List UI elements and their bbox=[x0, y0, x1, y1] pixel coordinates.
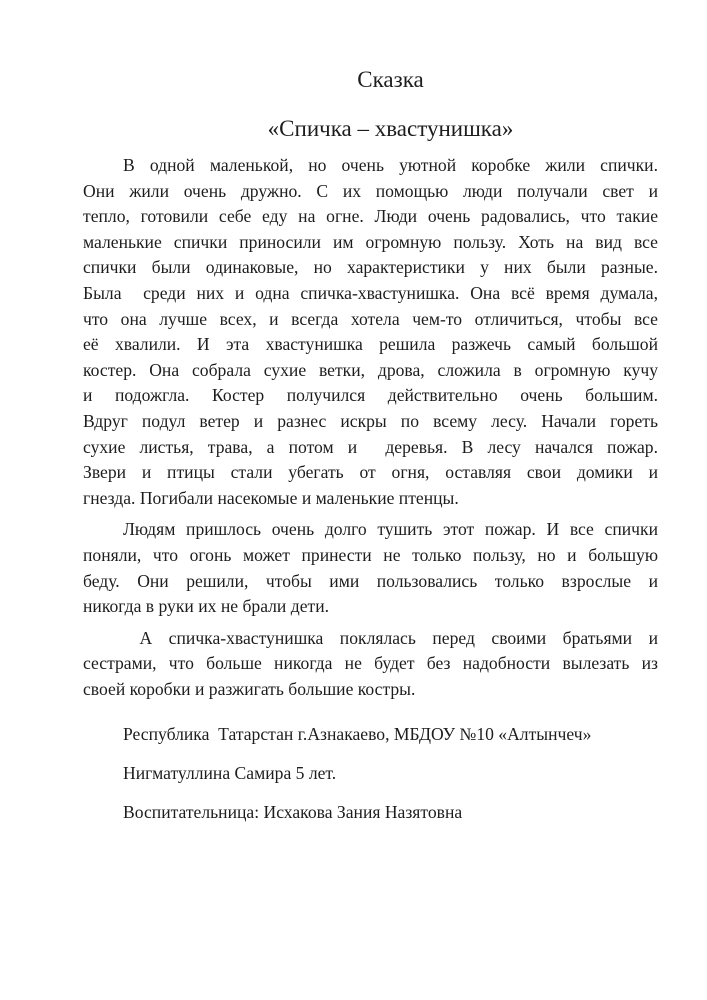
credit-line: Республика Татарстан г.Азнакаево, МБДОУ №10 «Алтынчеч» bbox=[123, 724, 592, 745]
credit-line: Нигматуллина Самира 5 лет. bbox=[123, 763, 337, 784]
story-paragraph bbox=[83, 153, 658, 511]
story-line: костер. Она собрала сухие ветки, дрова, сложила в огромную кучу bbox=[83, 359, 658, 380]
story-line: её хвалили. И эта хвастунишка решила разжечь самый большой bbox=[83, 334, 658, 355]
story-line: спички были одинаковые, но характеристики у них были разные. bbox=[83, 257, 658, 278]
story-line: гнезда. Погибали насекомые и маленькие птенцы. bbox=[83, 487, 459, 508]
story-line: Людям пришлось очень долго тушить этот пожар. И все спички bbox=[123, 519, 658, 540]
story-line: и подожгла. Костер получился действительно очень большим. bbox=[83, 385, 658, 406]
story-subtitle: «Спичка – хвастунишка» bbox=[267, 116, 514, 141]
story-line: В одной маленькой, но очень уютной коробке жили спички. bbox=[123, 155, 658, 175]
story-line: беду. Они решили, чтобы ими пользовались только взрослые и bbox=[83, 570, 658, 591]
story-line: никогда в руки их не брали дети. bbox=[83, 596, 330, 617]
story-title: Сказка bbox=[357, 67, 424, 92]
story-paragraph bbox=[83, 517, 658, 619]
story-line: маленькие спички приносили им огромную пользу. Хоть на вид все bbox=[83, 231, 658, 252]
story-line: своей коробки и разжигать большие костры. bbox=[83, 678, 416, 699]
credits-block bbox=[83, 722, 658, 825]
story-body bbox=[83, 153, 658, 702]
story-line: тепло, готовили себе еду на огне. Люди очень радовались, что такие bbox=[83, 206, 658, 227]
story-line: Была среди них и одна спичка-хвастунишка. Она всё время думала, bbox=[83, 282, 658, 303]
story-line: Звери и птицы стали убегать от огня, оставляя свои домики и bbox=[83, 462, 658, 483]
story-line: сестрами, что больше никогда не будет без надобности вылезать из bbox=[83, 653, 658, 674]
story-line: поняли, что огонь может принести не только пользу, но и большую bbox=[83, 544, 658, 565]
story-line: Они жили очень дружно. С их помощью люди получали свет и bbox=[83, 180, 658, 201]
story-line: сухие листья, трава, а потом и деревья. В лесу начался пожар. bbox=[83, 436, 658, 457]
credit-line: Воспитательница: Исхакова Зания Назятовна bbox=[123, 801, 463, 822]
story-line: А спичка-хвастунишка поклялась перед своими братьями и bbox=[123, 627, 658, 648]
story-line: Вдруг подул ветер и разнес искры по всему лесу. Начали гореть bbox=[83, 410, 658, 431]
story-paragraph bbox=[83, 626, 658, 703]
story-line: что она лучше всех, и всегда хотела чем-то отличиться, чтобы все bbox=[83, 308, 658, 329]
